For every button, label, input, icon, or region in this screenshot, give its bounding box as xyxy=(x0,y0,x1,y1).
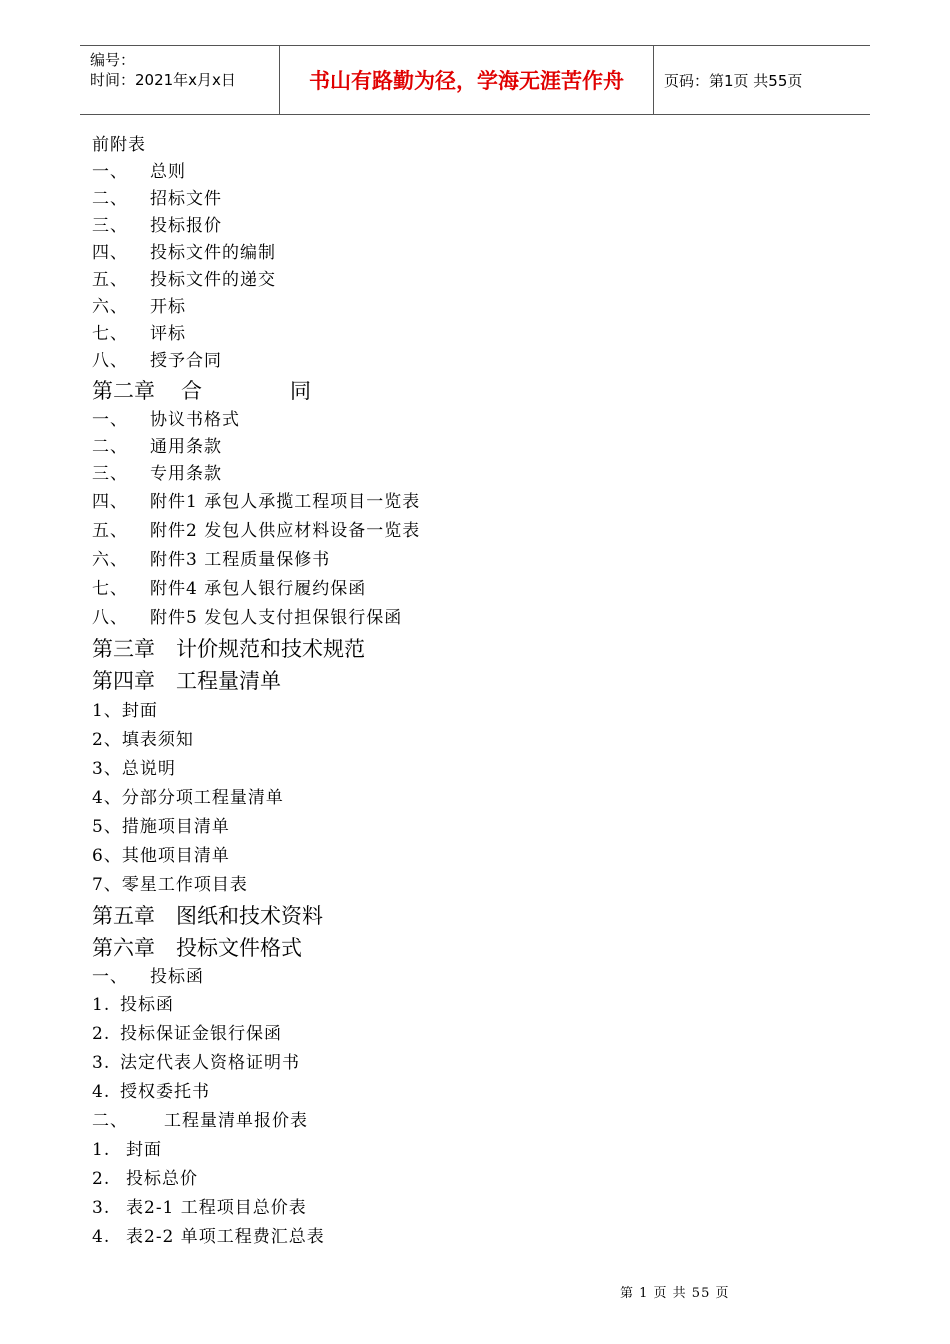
toc-item: 4. 表2-2 单项工程费汇总表 xyxy=(92,1227,325,1247)
toc-item: 2. 投标保证金银行保函 xyxy=(92,1024,282,1044)
toc-item: 七、 附件4 承包人银行履约保函 xyxy=(92,579,367,599)
toc-item: 二、 招标文件 xyxy=(92,189,222,209)
chapter-4-heading: 第四章 工程量清单 xyxy=(92,669,281,693)
toc-front-table: 前附表 xyxy=(92,135,146,155)
toc-item: 4、分部分项工程量清单 xyxy=(92,788,284,808)
toc-item: 六、 附件3 工程质量保修书 xyxy=(92,550,331,570)
toc-item: 三、 投标报价 xyxy=(92,216,222,236)
document-header xyxy=(80,45,870,115)
toc-item: 3、总说明 xyxy=(92,759,176,779)
toc-item: 一、 总则 xyxy=(92,162,186,182)
toc-item: 八、 授予合同 xyxy=(92,351,222,371)
toc-item: 2、填表须知 xyxy=(92,730,194,750)
toc-item: 二、 通用条款 xyxy=(92,437,222,457)
toc-item: 2. 投标总价 xyxy=(92,1169,198,1189)
toc-item: 3. 表2-1 工程项目总价表 xyxy=(92,1198,307,1218)
chapter-5-heading: 第五章 图纸和技术资料 xyxy=(92,904,323,928)
toc-item: 三、 专用条款 xyxy=(92,464,222,484)
toc-subheading: 一、 投标函 xyxy=(92,967,204,987)
toc-item: 六、 开标 xyxy=(92,297,186,317)
table-of-contents xyxy=(92,132,852,1252)
toc-item: 1. 封面 xyxy=(92,1140,162,1160)
chapter-6-heading: 第六章 投标文件格式 xyxy=(92,936,302,960)
toc-item: 1、封面 xyxy=(92,701,158,721)
toc-item: 四、 投标文件的编制 xyxy=(92,243,276,263)
chapter-2-heading: 第二章 合 同 xyxy=(92,379,311,403)
toc-item: 4. 授权委托书 xyxy=(92,1082,210,1102)
chapter-3-heading: 第三章 计价规范和技术规范 xyxy=(92,637,365,661)
page-footer: 第 1 页 共 55 页 xyxy=(620,1286,730,1301)
time-label: 时间：2021年x月x日 xyxy=(90,71,236,89)
number-label: 编号： xyxy=(90,51,136,69)
header-motto: 书山有路勤为径，学海无涯苦作舟 xyxy=(280,46,654,114)
header-meta-cell xyxy=(80,46,280,114)
toc-item: 四、 附件1 承包人承揽工程项目一览表 xyxy=(92,492,421,512)
header-page-info: 页码：第1页 共55页 xyxy=(664,71,803,90)
toc-item: 7、零星工作项目表 xyxy=(92,875,248,895)
toc-subheading: 二、 工程量清单报价表 xyxy=(92,1111,308,1131)
toc-item: 七、 评标 xyxy=(92,324,186,344)
toc-item: 1. 投标函 xyxy=(92,995,174,1015)
toc-item: 八、 附件5 发包人支付担保银行保函 xyxy=(92,608,403,628)
toc-item: 5、措施项目清单 xyxy=(92,817,230,837)
toc-item: 五、 附件2 发包人供应材料设备一览表 xyxy=(92,521,421,541)
toc-item: 3. 法定代表人资格证明书 xyxy=(92,1053,300,1073)
toc-item: 五、 投标文件的递交 xyxy=(92,270,276,290)
toc-item: 一、 协议书格式 xyxy=(92,410,240,430)
toc-item: 6、其他项目清单 xyxy=(92,846,230,866)
